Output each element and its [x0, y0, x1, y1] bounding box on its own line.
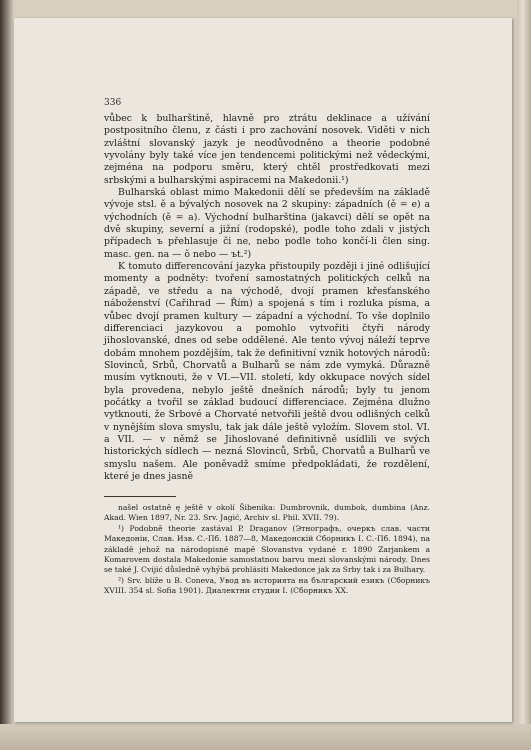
footnote: ¹) Podobně theorie zastával P. Draganov (Этнографъ, очеркъ слав. части Македоніи, Слав. Изв. С.-Пб. 1887—8, Македонскій Сборникъ I. С.-Пб. 1894), na základě jehož na národopisné mapě Slovanstva vydané r. 1890 Zarjankem a Komarovem dostala Makedonie samostatnou barvu mezi slovanskými národy. Dnes se také J. Cvijić důsledně vyhýbá prohlásiti Makedonce jak za Srby tak i za Bulhary. — [104, 523, 430, 575]
footnote-separator — [104, 496, 176, 497]
book-edge-right — [517, 0, 531, 750]
paragraph: vůbec k bulharštině, hlavně pro ztrátu deklinace a užívání postpositního členu, z části i pro zachování nosovek. Viděti v nich zvláštní slovanský jazyk je neodůvodněno a theorie podobné vyvolány byly také více jen tendencemi politickými než vědeckými, zejména na podporu směru, který chtěl prostředkovati mezi srbskými a bulharskými aspiracemi na Makedonii.¹) — [104, 113, 430, 186]
footnotes — [104, 503, 430, 597]
page-number: 336 — [104, 98, 122, 108]
paragraph: Bulharská oblast mimo Makedonii dělí se především na základě vývoje stsl. ě a bývalých nosovek na 2 skupiny: západních (ě = e) a východních (ě = a). Východní bulharština (jakavci) dělí se opět na dvě skupiny, severní a jižní (rodopské), podle toho zdali v jistých případech ъ přehlasuje či ne, nebo podle toho končí-li člen sing. masc. gen. na — ǒ nebo — ъt.²) — [104, 187, 430, 260]
book-edge-bottom — [0, 724, 531, 750]
footnote: ²) Srv. blíže u B. Conevа, Увод въ историята на българский езикъ (Сборникъ XVIII. 354 sl. Sofia 1901). Диалектни студии I. (Сборникъ XX. — [104, 575, 430, 596]
paragraph: K tomuto differencování jazyka přistoupily později i jiné odlišující momenty a podněty: tvoření samostatných politických celků na západě, ve středu a na východě, dvojí pramen křesťanského náboženství (Cařihrad — Řím) a spojená s tím i rozluka písma, a vůbec dvojí pramen kultury — západní a východní. To vše doplnilo differenciaci jazykovou a pomohlo vytvořiti čtyři národy jihoslovanské, dnes od sebe oddělené. Ale tento vývoj náleží teprve dobám mnohem pozdějším, tak že definitivní vznik hotových národů: Slovinců, Srbů, Chorvatů a Bulharů se nám zde vymyká. Důrazně musím vytknouti, že v VI.—VII. století, kdy okkupace nových sídel byla provedena, nebylo ještě dnešních národů; byly tu jenom počátky a tvořil se základ budoucí differenciace. Zejména dlužno vytknouti, že Srbové a Chorvaté netvořili ještě dvou odlišných celků v nynějším slova smyslu, tak jak dále ještě vyložím. Slovem stol. VI. a VII. — v němž se Jihoslované definitivně usídlili ve svých historických sídlech — nezná Slovinců, Srbů, Chorvatů a Bulharů ve smyslu našem. Ale poněvadž smíme předpokládati, že rozdělení, které je dnes jasně — [104, 261, 430, 482]
footnote: našel ostatně ę ještě v okolí Šibenika: Dumbrovnik, dumbok, dumbina (Anz. Akad. Wien 1897, Nr. 23. Srv. Jagić, Archiv sl. Phil. XVII. 79). — [104, 503, 430, 523]
main-text — [104, 113, 430, 483]
